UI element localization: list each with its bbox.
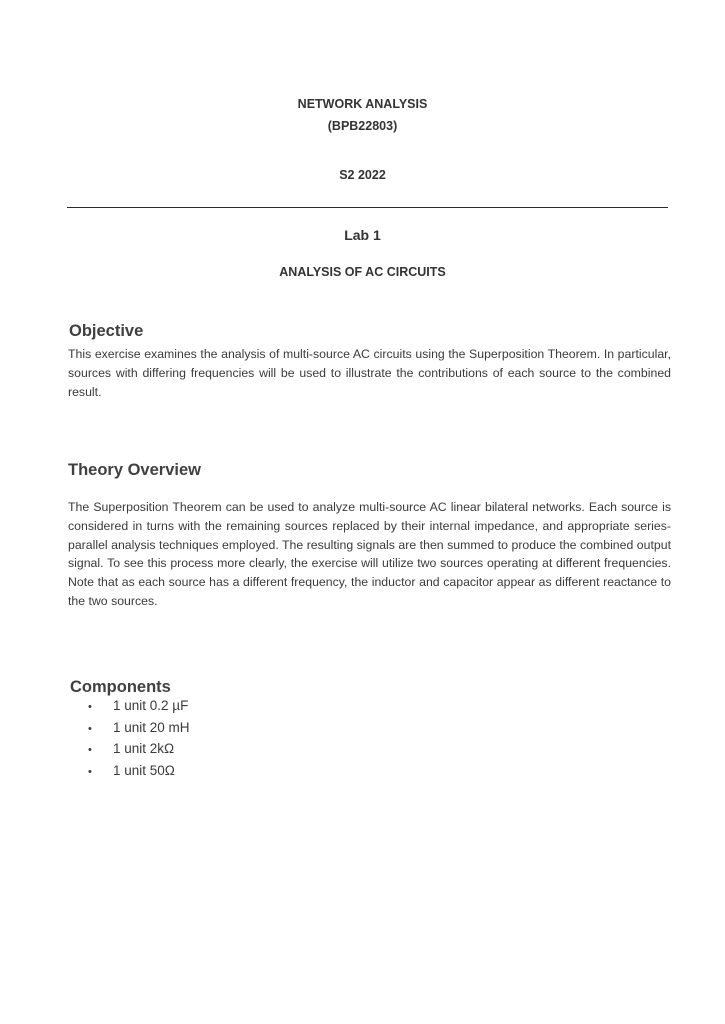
- component-text: 1 unit 2kΩ: [113, 741, 175, 756]
- component-text: 1 unit 0.2 µF: [113, 698, 189, 713]
- theory-heading: Theory Overview: [68, 461, 201, 479]
- list-item: [88, 760, 190, 782]
- lab-title: Lab 1: [344, 227, 381, 243]
- objective-paragraph: This exercise examines the analysis of multi-source AC circuits using the Superposition Theorem. In particular, sources with differing frequencies will be used to illustrate the contributions of each source to the combined result.: [68, 347, 671, 399]
- components-list: [88, 695, 190, 781]
- component-text: 1 unit 20 mH: [113, 719, 190, 735]
- list-item: [88, 695, 190, 717]
- bullet-icon: •: [88, 722, 92, 735]
- list-item: [88, 738, 190, 760]
- header-divider: [67, 207, 668, 208]
- course-title: NETWORK ANALYSIS: [297, 97, 428, 111]
- semester-label: S2 2022: [339, 168, 386, 182]
- components-heading: Components: [70, 678, 171, 696]
- theory-paragraph: The Superposition Theorem can be used to analyze multi-source AC linear bilateral networks. Each source is considered in turns with the remaining sources replaced by their internal impedance, and appropriate series-parallel analysis techniques employed. The resulting signals are then summed to produce the combined output signal. To see this process more clearly, the exercise will utilize two sources operating at different frequencies. Note that as each source has a different frequency, the inductor and capacitor appear as different reactance to the two sources.: [68, 500, 671, 608]
- component-text: 1 unit 50Ω: [113, 762, 175, 778]
- lab-subtitle: ANALYSIS OF AC CIRCUITS: [279, 265, 446, 279]
- bullet-icon: •: [88, 701, 92, 713]
- course-code: (BPB22803): [327, 119, 398, 133]
- objective-heading: Objective: [69, 322, 144, 340]
- list-item: [88, 717, 190, 739]
- bullet-icon: •: [88, 765, 92, 778]
- bullet-icon: •: [88, 744, 92, 756]
